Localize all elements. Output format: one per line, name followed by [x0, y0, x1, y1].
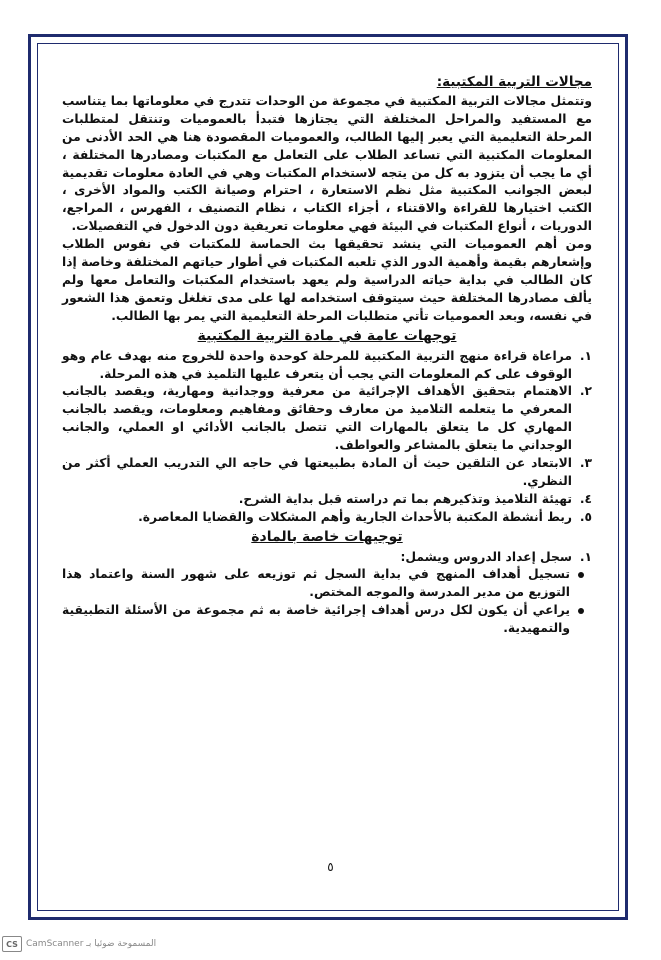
list-item-number: ٣.: [579, 456, 592, 471]
paragraph-generalities: ومن أهم العموميات التي ينشد تحقيقها بث الحماسة للمكتبات في نفوس الطلاب وإشعارهم بقيمة وأهمية الدور الذي تلعبه المكتبات في أطوار حياتهم المختلفة وخاصة إذا كان الطالب في بداية حياته الدراسية ولم يعهد باستخدام المكتبات والتعامل معها ولم يألف مصادرها المختلفة حيث سيتوقف استخدامه لها على مدى تغلغل وتعمق هذا الشعور في نفسه، وبعد العموميات تأتي متطلبات المرحلة التعليمية التي يمر بها الطالب.: [62, 237, 592, 323]
list-item-number: ٥.: [579, 509, 592, 524]
general-guidelines-list: [62, 348, 592, 527]
list-item-number: ١.: [579, 348, 592, 363]
paragraph-fields-intro: وتتمثل مجالات التربية المكتبية في مجموعة من الوحدات تتدرج في معلوماتها بما يتناسب مع المستفيد والمراحل المختلفة التي يجتازها فتبدأ بالعموميات وتنتقل لمتطلبات المرحلة التعليمية التي يعبر إليها الطالب، والعموميات المقصودة هنا هي الحد الأدنى من المعلومات المكتبية التي تساعد الطلاب على التعامل مع المكتبات ومصادرها المختلفة ، أي ما يجب أن يتزود به كل من يتجه لاستخدام المكتبات وهي في العادة معلومات تقديمية لبعض الجوانب المكتبية مثل نظم الاستعارة ، احترام وصيانة الكتب والمواد الأخرى ، الكتب اختيارها للقراءة والاقتناء ، أجزاء الكتاب ، نظام التصنيف ، الفهرس ، المراجع، الدوريات ، أنواع المكتبات في البيئة فهي معلومات تعريفية دون الدخول في التفصيلات.: [62, 93, 592, 234]
list-item-text: الابتعاد عن التلقين حيث أن المادة بطبيعتها في حاجه الي التدريب العملي أكثر من النظري.: [62, 456, 572, 488]
camscanner-logo-icon: CS: [2, 936, 22, 952]
list-item-text: ربط أنشطة المكتبة بالأحداث الجارية وأهم المشكلات والقضايا المعاصرة.: [138, 509, 572, 524]
bullet-item: [62, 602, 570, 638]
list-item: [62, 383, 592, 455]
bullet-text: يراعي أن يكون لكل درس أهداف إجرائية خاصة به ثم مجموعة من الأسئلة التطبيقية والتمهيدية.: [62, 603, 570, 636]
page-number: ٥: [327, 860, 334, 874]
document-body: [62, 74, 592, 638]
section-heading-library-education-fields: مجالات التربية المكتبية:: [436, 74, 592, 90]
bullet-icon: [578, 572, 584, 578]
bullet-text: تسجيل أهداف المنهج في بداية السجل ثم توزيعه على شهور السنة واعتماد هذا التوزيع من مدير المدرسة والموجه المختص.: [62, 567, 570, 600]
bullet-icon: [578, 608, 584, 614]
list-item-number: ٤.: [579, 491, 592, 506]
list-item: [62, 348, 592, 384]
list-item-text: تهيئة التلاميذ وتذكيرهم بما تم دراسته قبل بداية الشرح.: [238, 491, 572, 506]
list-item-text: مراعاة قراءة منهج التربية المكتبية للمرحلة كوحدة واحدة للخروج منه بهدف عام وهو الوقوف على كم المعلومات التي يجب أن يتعرف عليها التلميذ في هذه المرحلة.: [62, 348, 572, 381]
camscanner-watermark: [2, 936, 156, 952]
list-item: [62, 509, 592, 527]
section-heading-general-guidelines: توجهات عامة في مادة التربية المكتبية: [197, 327, 457, 344]
lesson-record-bullets: [62, 566, 592, 638]
camscanner-text: CamScanner المسموحة ضوئيا بـ: [26, 939, 157, 949]
list-item-lesson-record: [62, 549, 592, 567]
bullet-item: [62, 566, 570, 602]
list-item: [62, 491, 592, 509]
list-item-number: ٢.: [579, 384, 592, 399]
section-heading-subject-guidelines: توجيهات خاصة بالمادة: [251, 528, 403, 545]
list-item-number: ١.: [579, 549, 592, 564]
list-item-text: الاهتمام بتحقيق الأهداف الإجرائية من معرفية ووجدانية ومهارية، ويقصد بالجانب المعرفي ما يتعلمه التلاميذ من معارف وحقائق ومفاهيم ومعلومات، ويقصد بالجانب المهاري كل ما يتعلق بالمهارات التي تتصل بالجانب الأدائي او العملي، والجانب الوجداني ما يتعلق بالمشاعر والعواطف.: [62, 384, 572, 453]
list-item-text: سجل إعداد الدروس ويشمل:: [400, 549, 572, 564]
list-item: [62, 455, 592, 491]
